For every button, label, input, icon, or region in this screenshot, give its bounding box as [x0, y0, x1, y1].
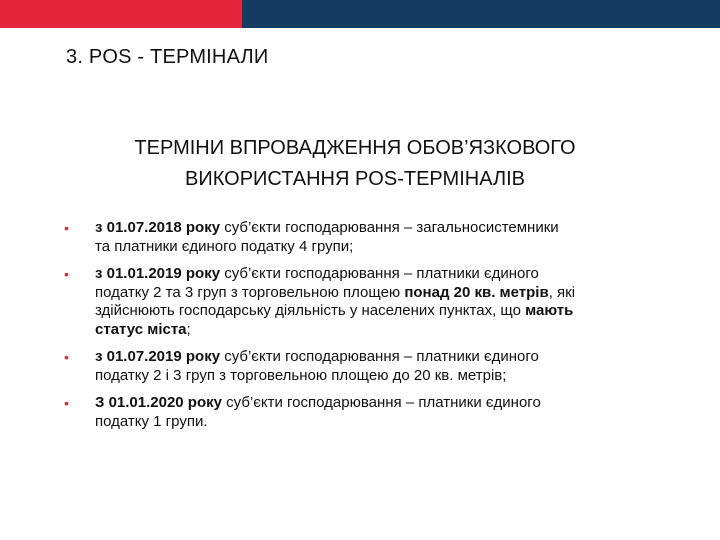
list-item [64, 265, 684, 339]
list-item-date: З 01.01.2020 року [95, 394, 222, 411]
list-item-text: , які [548, 283, 576, 301]
list-item-text: суб’єкти господарювання – платники єдиного [220, 265, 539, 282]
list-item-text: ; [186, 320, 191, 338]
list-item [64, 348, 684, 385]
top-banner [0, 0, 720, 28]
list-item-line [95, 321, 684, 340]
list-item-text: суб’єкти господарювання – платники єдиного [220, 348, 539, 365]
list-item-text: суб’єкти господарювання – платники єдиного [221, 394, 541, 411]
list-item-line: податку 1 групи. [95, 412, 208, 430]
bullet-icon: • [64, 349, 69, 365]
section-title: 3. POS - ТЕРМІНАЛИ [66, 46, 269, 68]
list-item-text: суб’єкти господарювання – загальносистемники [220, 219, 559, 236]
top-banner-navy-segment [242, 0, 720, 28]
bullet-icon: • [64, 266, 69, 282]
list-item-date: з 01.01.2019 року [95, 265, 221, 282]
list-item-line [95, 265, 684, 284]
main-heading-line-1: ТЕРМІНИ ВПРОВАДЖЕННЯ ОБОВ’ЯЗКОВОГО [134, 137, 576, 159]
list-item-text: податку 2 та 3 груп з торговельною площею [95, 283, 405, 301]
main-heading [60, 133, 650, 195]
main-heading-line-2: ВИКОРИСТАННЯ POS-ТЕРМІНАЛІВ [185, 168, 525, 190]
list-item-line: податку 2 і 3 груп з торговельною площею до 20 кв. метрів; [95, 366, 507, 384]
list-item-line [95, 394, 684, 413]
list-item-date: з 01.07.2018 року [95, 219, 221, 236]
list-item [64, 394, 684, 431]
list-item-date: з 01.07.2019 року [95, 348, 221, 365]
list-item-line [95, 348, 684, 367]
bullet-icon: • [64, 220, 69, 236]
deadline-list [64, 219, 684, 440]
bullet-icon: • [64, 395, 69, 411]
list-item-emphasis: статус міста [95, 320, 187, 338]
list-item-line: та платники єдиного податку 4 групи; [95, 237, 354, 255]
list-item-emphasis: понад 20 кв. метрів [404, 283, 549, 301]
list-item-line [95, 219, 684, 238]
list-item [64, 219, 684, 256]
list-item-line [95, 284, 684, 303]
top-banner-red-segment [0, 0, 242, 28]
list-item-emphasis: мають [525, 302, 574, 319]
list-item-text: здійснюють господарську діяльність у населених пунктах, що [95, 302, 526, 319]
list-item-line [95, 302, 684, 321]
